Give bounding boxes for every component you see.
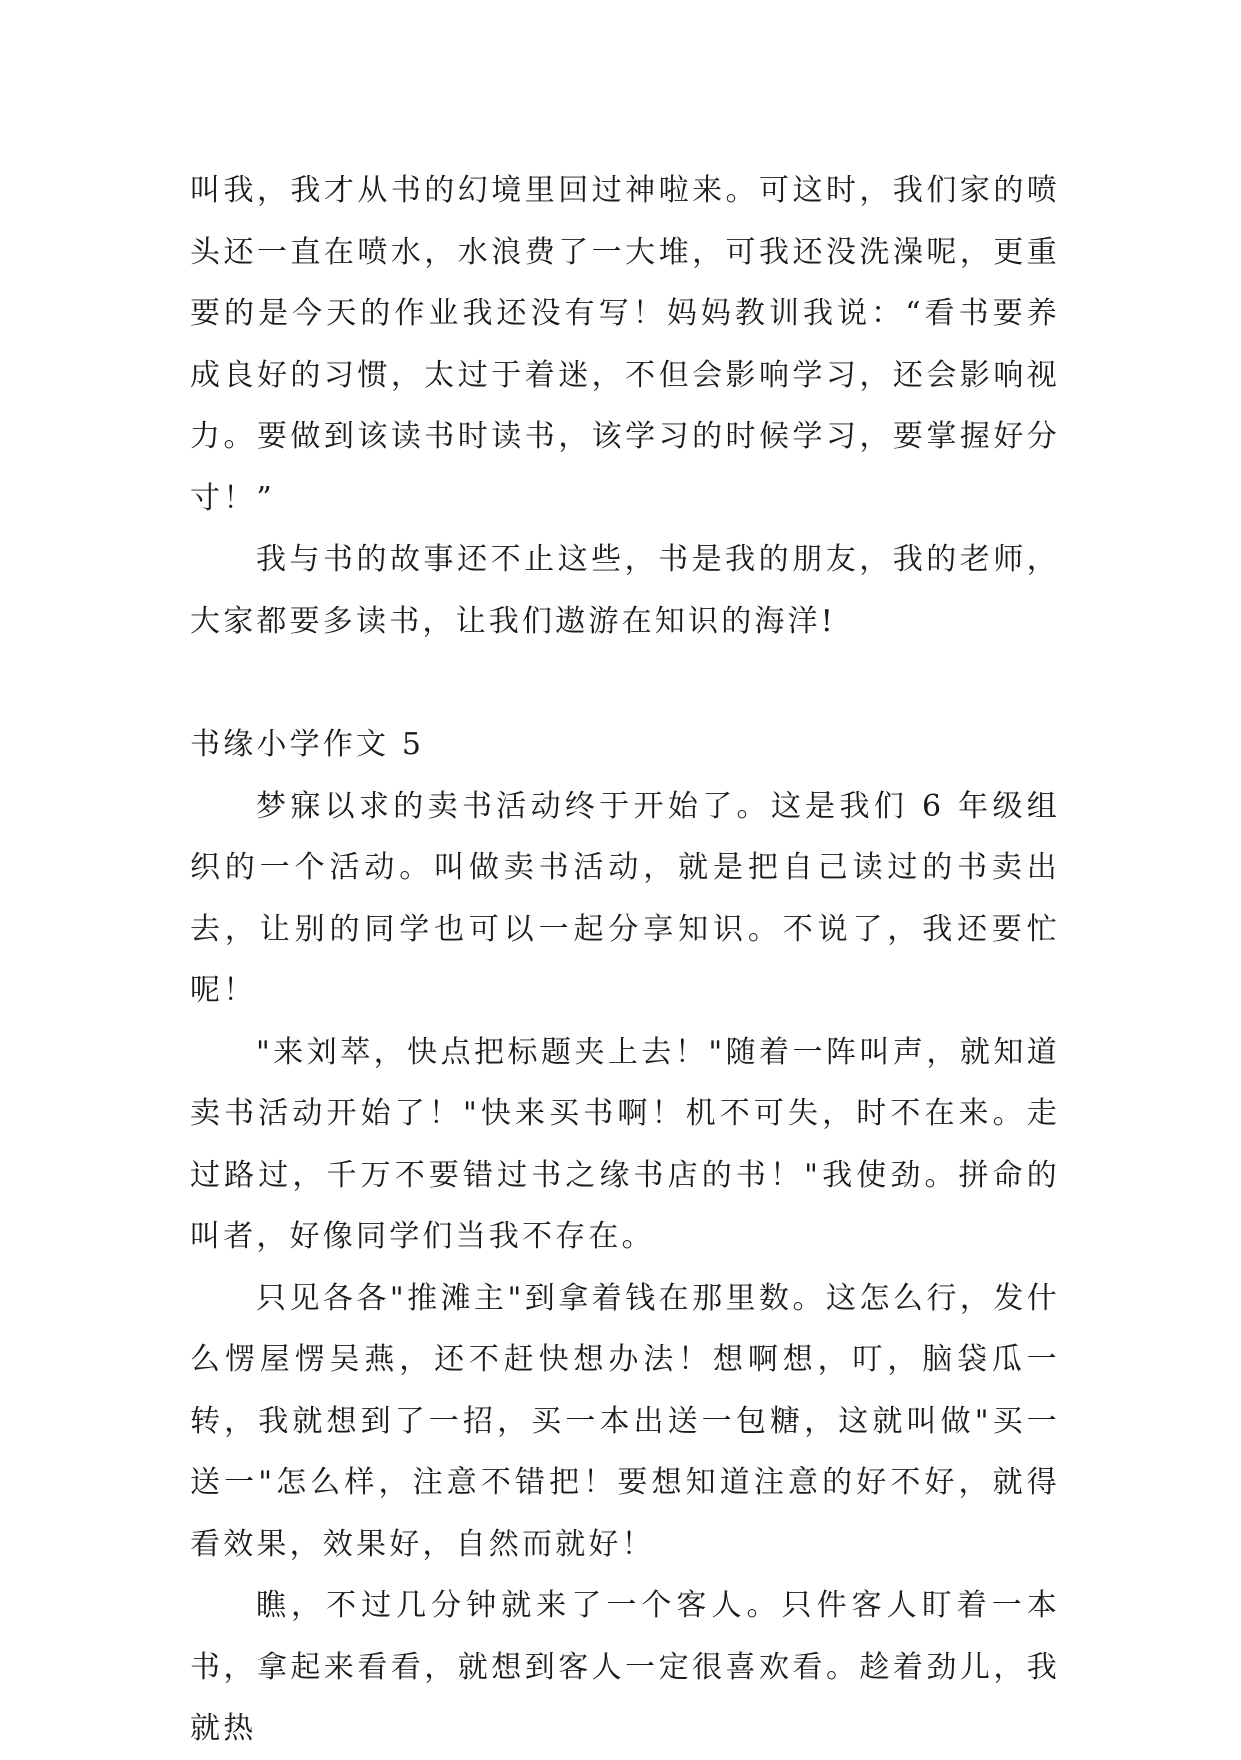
paragraph: 梦寐以求的卖书活动终于开始了。这是我们 6 年级组织的一个活动。叫做卖书活动，就是把自己读过的书卖出去，让别的同学也可以一起分享知识。不说了，我还要忙呢！ bbox=[190, 788, 1060, 1008]
paragraph: "来刘萃，快点把标题夹上去！"随着一阵叫声，就知道卖书活动开始了！"快来买书啊！机不可失，时不在来。走过路过，千万不要错过书之缘书店的书！"我使劲。拼命的叫者，好像同学们当我不存在。 bbox=[190, 1034, 1060, 1254]
document-body bbox=[190, 160, 1060, 1760]
paragraph-continuation: 叫我，我才从书的幻境里回过神啦来。可这时，我们家的喷头还一直在喷水，水浪费了一大堆，可我还没洗澡呢，更重要的是今天的作业我还没有写！妈妈教训我说：“看书要养成良好的习惯，太过于着迷，不但会影响学习，还会影响视力。要做到该读书时读书，该学习的时候学习，要掌握好分寸！” bbox=[190, 173, 1060, 516]
paragraph: 只见各各"推滩主"到拿着钱在那里数。这怎么行，发什么愣屋愣吴燕，还不赶快想办法！想啊想，叮，脑袋瓜一转，我就想到了一招，买一本出送一包糖，这就叫做"买一送一"怎么样，注意不错把！要想知道注意的好不好，就得看效果，效果好，自然而就好！ bbox=[190, 1280, 1060, 1562]
paragraph-closing: 我与书的故事还不止这些，书是我的朋友，我的老师，大家都要多读书，让我们遨游在知识的海洋! bbox=[190, 542, 1060, 639]
section-title: 书缘小学作文 5 bbox=[190, 727, 425, 762]
paragraph: 瞧，不过几分钟就来了一个客人。只件客人盯着一本书，拿起来看看，就想到客人一定很喜欢看。趁着劲儿，我就热 bbox=[190, 1588, 1060, 1746]
